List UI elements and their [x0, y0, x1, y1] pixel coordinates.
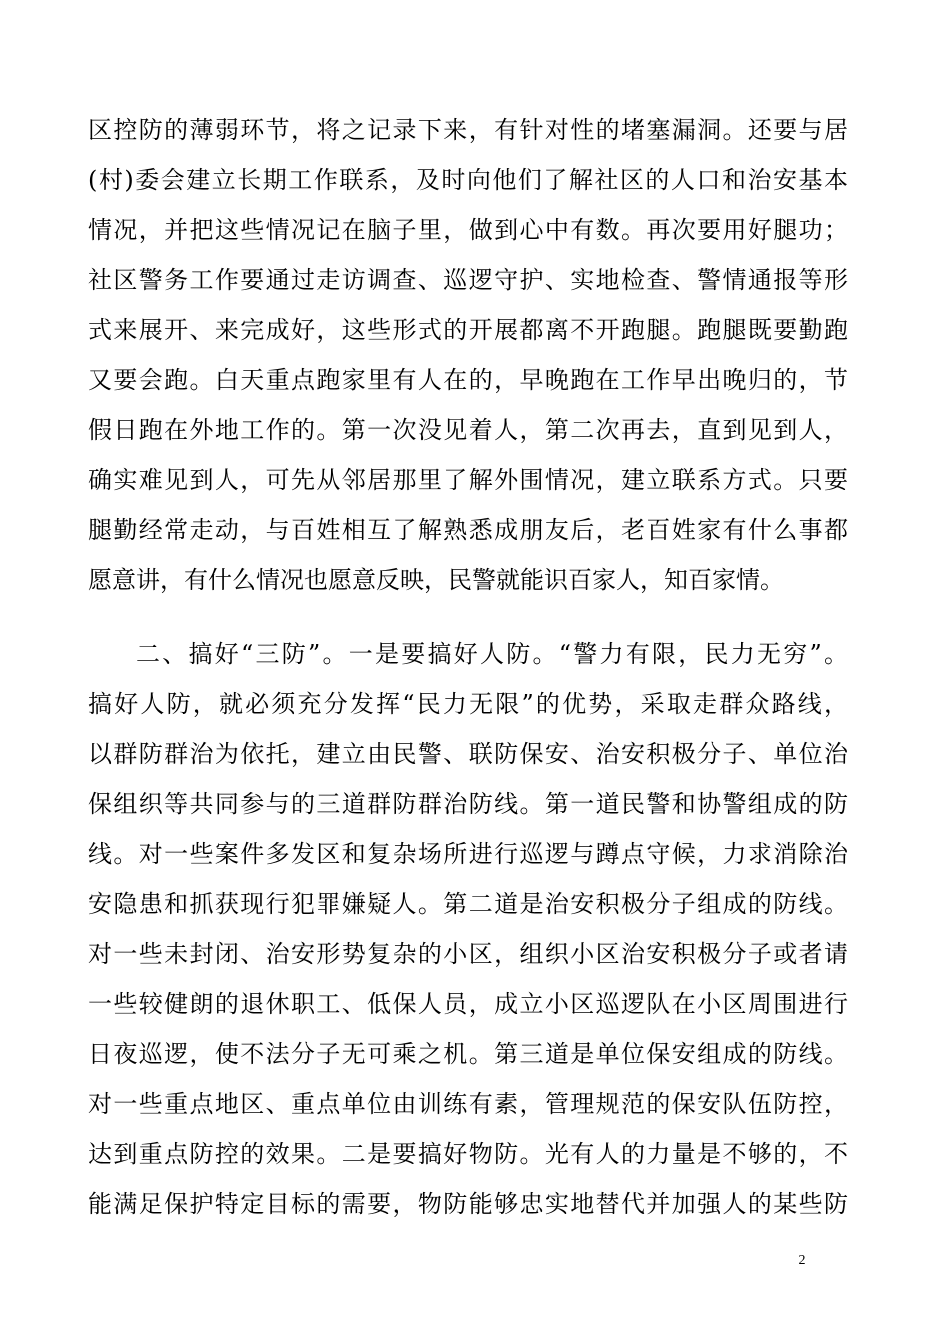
paragraph-2-line-9: 日夜巡逻，使不法分子无可乘之机。第三道是单位保安组成的防线。	[88, 1040, 848, 1068]
paragraph-2-line-8: 一些较健朗的退休职工、低保人员，成立小区巡逻队在小区周围进行	[88, 990, 848, 1018]
paragraph-2-line-4: 保组织等共同参与的三道群防群治防线。第一道民警和协警组成的防	[88, 790, 848, 818]
paragraph-2-line-5: 线。对一些案件多发区和复杂场所进行巡逻与蹲点守候，力求消除治	[88, 840, 848, 868]
paragraph-2-line-10: 对一些重点地区、重点单位由训练有素，管理规范的保安队伍防控，	[88, 1090, 848, 1118]
paragraph-2-line-11: 达到重点防控的效果。二是要搞好物防。光有人的力量是不够的，不	[88, 1140, 848, 1168]
paragraph-2-line-3: 以群防群治为依托，建立由民警、联防保安、治安积极分子、单位治	[88, 740, 848, 768]
paragraph-2-line-1: 二、搞好“三防”。一是要搞好人防。“警力有限，民力无穷”。	[136, 640, 848, 668]
paragraph-1-line-7: 假日跑在外地工作的。第一次没见着人，第二次再去，直到见到人，	[88, 416, 848, 444]
paragraph-1-line-10: 愿意讲，有什么情况也愿意反映，民警就能识百家人，知百家情。	[88, 566, 784, 594]
paragraph-2-line-6: 安隐患和抓获现行犯罪嫌疑人。第二道是治安积极分子组成的防线。	[88, 890, 848, 918]
paragraph-1-line-1: 区控防的薄弱环节，将之记录下来，有针对性的堵塞漏洞。还要与居	[88, 116, 848, 144]
paragraph-2-line-7: 对一些未封闭、治安形势复杂的小区，组织小区治安积极分子或者请	[88, 940, 848, 968]
paragraph-2-line-2: 搞好人防，就必须充分发挥“民力无限”的优势，采取走群众路线，	[88, 690, 848, 718]
paragraph-1-line-8: 确实难见到人，可先从邻居那里了解外围情况，建立联系方式。只要	[88, 466, 848, 494]
page-number: 2	[798, 1253, 806, 1268]
paragraph-1-line-5: 式来展开、来完成好，这些形式的开展都离不开跑腿。跑腿既要勤跑	[88, 316, 848, 344]
paragraph-1-line-9: 腿勤经常走动，与百姓相互了解熟悉成朋友后，老百姓家有什么事都	[88, 516, 848, 544]
paragraph-1-line-4: 社区警务工作要通过走访调查、巡逻守护、实地检查、警情通报等形	[88, 266, 848, 294]
paragraph-1-line-2: (村)委会建立长期工作联系，及时向他们了解社区的人口和治安基本	[88, 166, 848, 194]
paragraph-2-line-12: 能满足保护特定目标的需要，物防能够忠实地替代并加强人的某些防	[88, 1190, 848, 1218]
paragraph-1-line-3: 情况，并把这些情况记在脑子里，做到心中有数。再次要用好腿功；	[88, 216, 848, 244]
paragraph-1-line-6: 又要会跑。白天重点跑家里有人在的，早晚跑在工作早出晚归的，节	[88, 366, 848, 394]
